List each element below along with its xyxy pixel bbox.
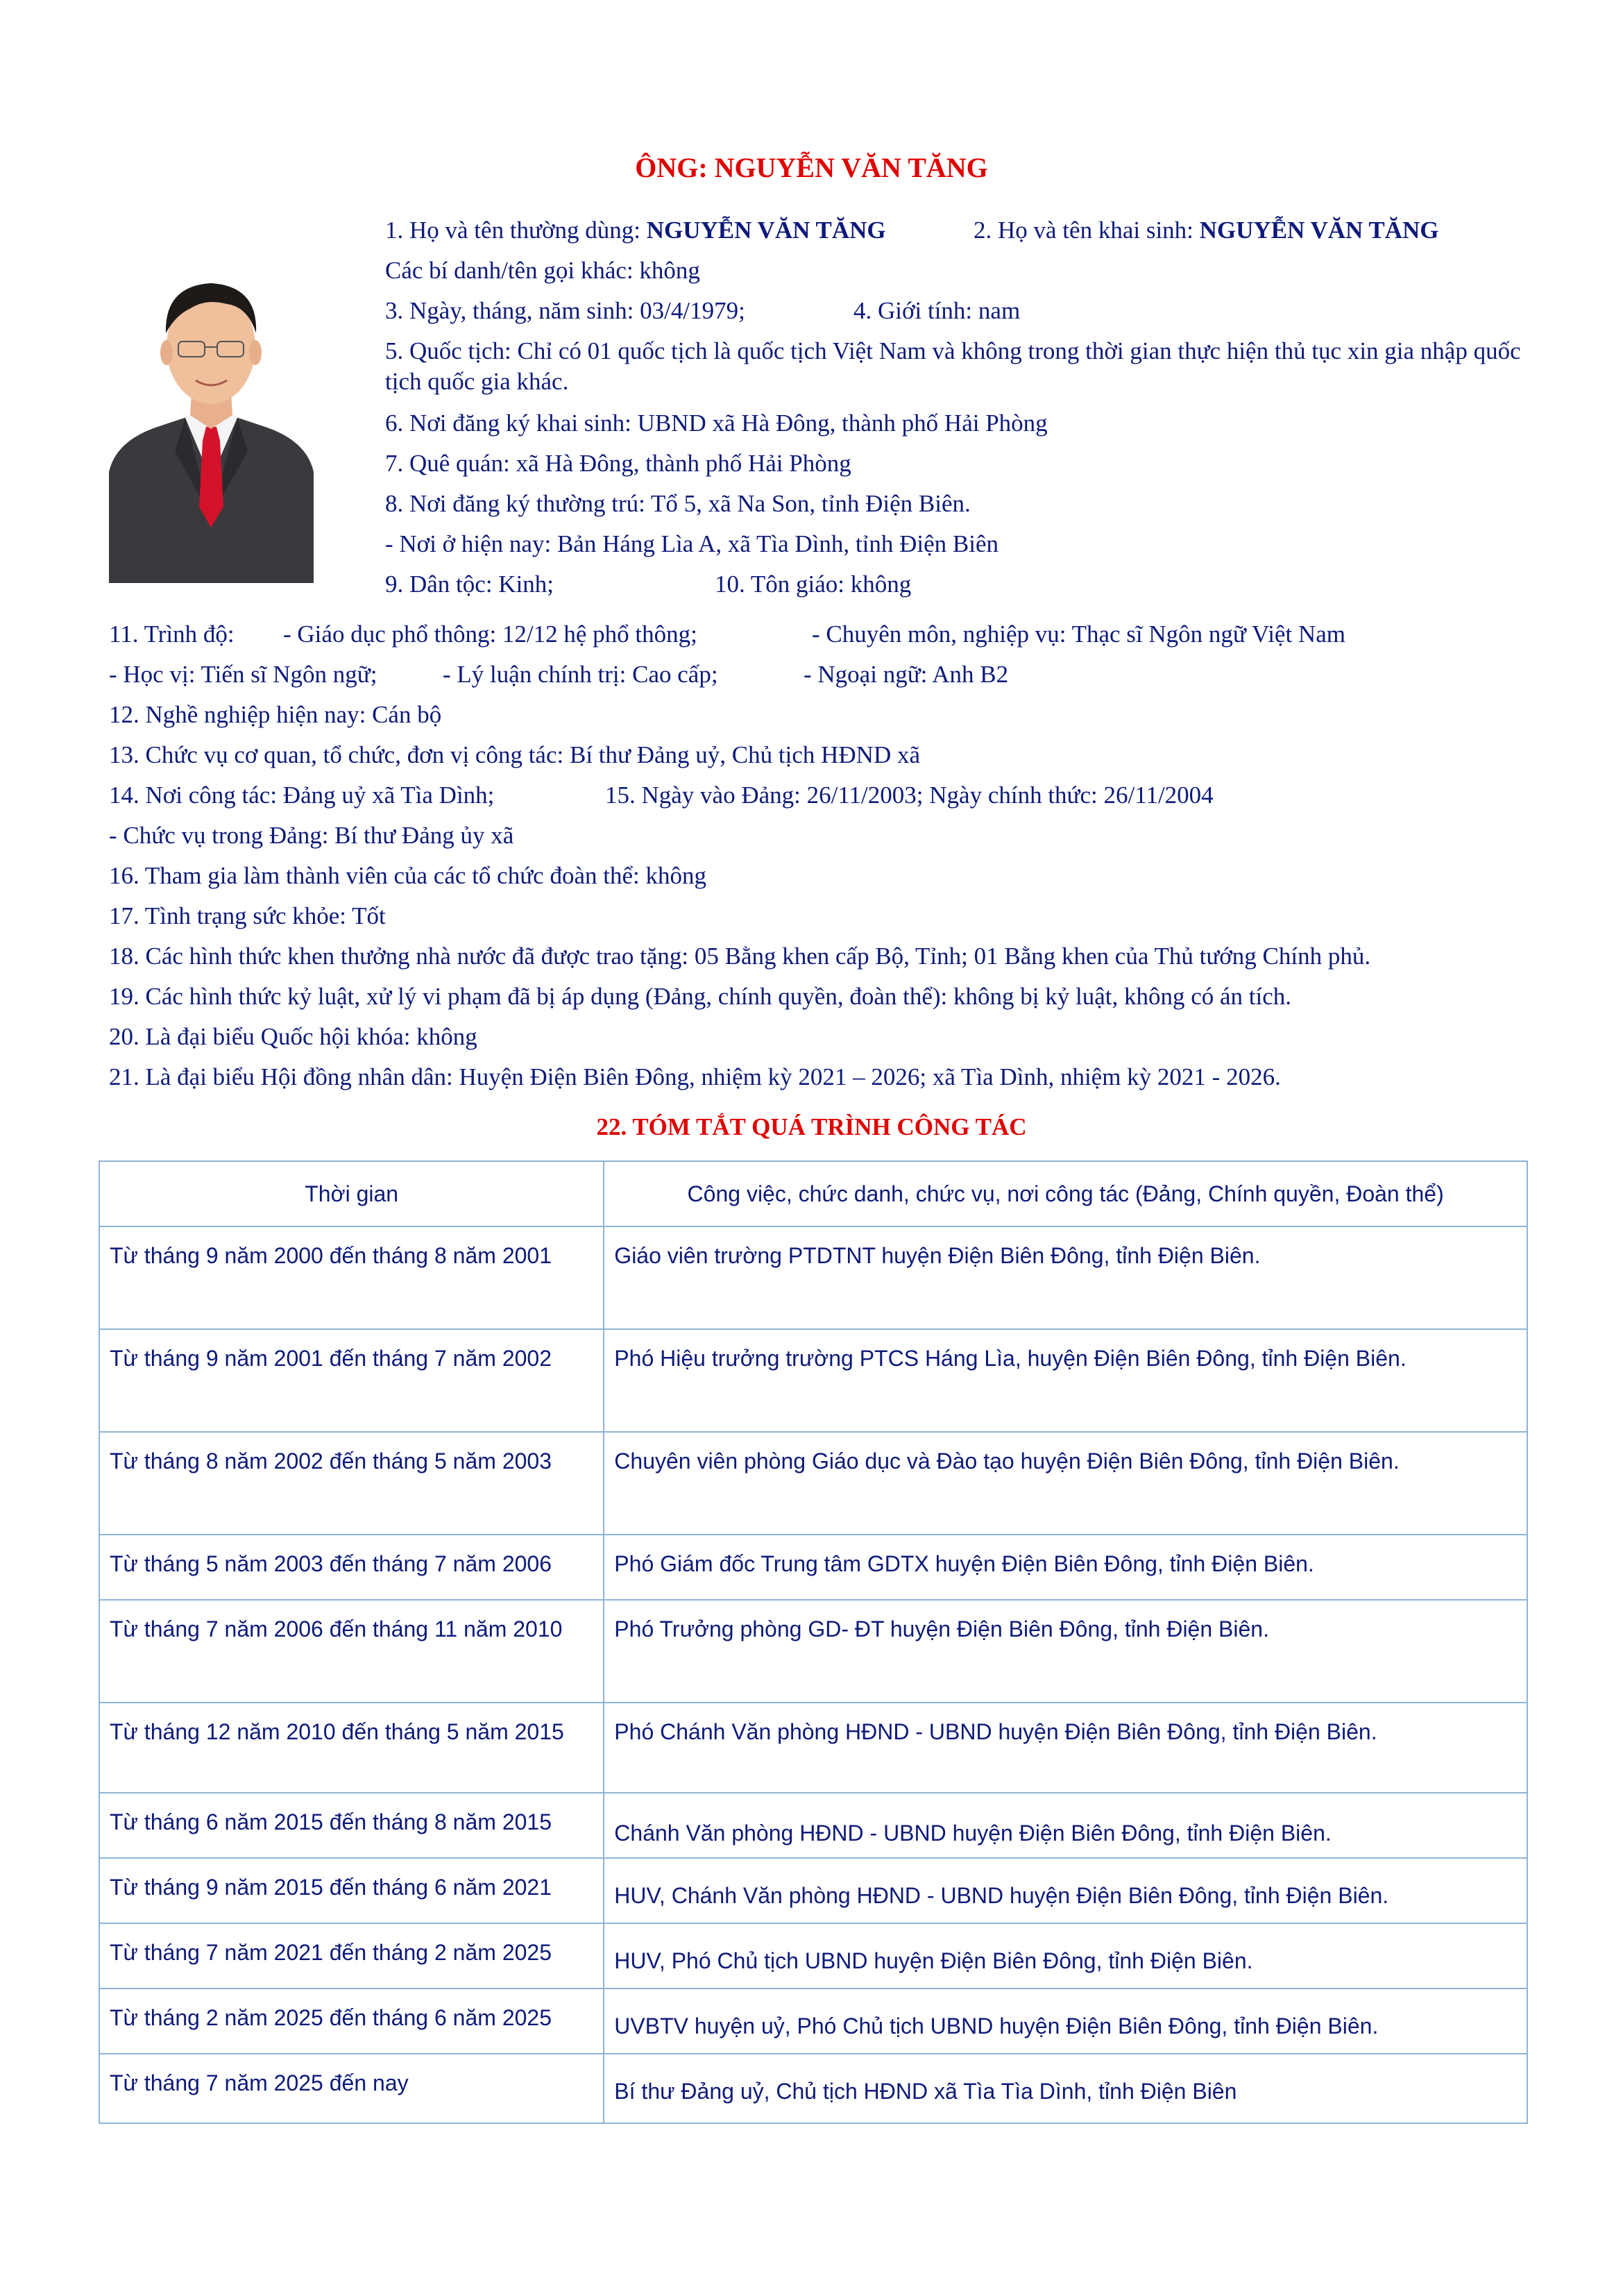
table-row	[99, 1329, 1527, 1432]
table-row	[99, 1432, 1527, 1535]
info-national-assembly: 20. Là đại biểu Quốc hội khóa: không	[109, 1023, 477, 1050]
info-permanent-residence: 8. Nơi đăng ký thường trú: Tổ 5, xã Na Son, tỉnh Điện Biên.	[385, 490, 971, 517]
birth-name-value: NGUYỄN VĂN TĂNG	[1199, 217, 1439, 244]
info-general-education: - Giáo dục phổ thông: 12/12 hệ phổ thông;	[283, 621, 697, 648]
info-education-label: 11. Trình độ:	[109, 621, 235, 648]
info-occupation: 12. Nghề nghiệp hiện nay: Cán bộ	[109, 701, 442, 728]
info-political-theory: - Lý luận chính trị: Cao cấp;	[443, 661, 718, 688]
info-position: 13. Chức vụ cơ quan, tổ chức, đơn vị công tác: Bí thư Đảng uỷ, Chủ tịch HĐND xã	[109, 741, 921, 768]
career-heading: 22. TÓM TẮT QUÁ TRÌNH CÔNG TÁC	[596, 1113, 1027, 1140]
period-cell: Từ tháng 9 năm 2001 đến tháng 7 năm 2002	[99, 1329, 604, 1432]
work-cell: Phó Chánh Văn phòng HĐND - UBND huyện Điện Biên Đông, tỉnh Điện Biên.	[604, 1703, 1527, 1793]
table-row	[99, 1989, 1527, 2054]
info-foreign-language: - Ngoại ngữ: Anh B2	[804, 661, 1009, 688]
table-row	[99, 1600, 1527, 1703]
table-row	[99, 1703, 1527, 1793]
info-hometown: 7. Quê quán: xã Hà Đông, thành phố Hải Phòng	[385, 450, 851, 477]
period-cell: Từ tháng 5 năm 2003 đến tháng 7 năm 2006	[99, 1535, 604, 1600]
period-cell: Từ tháng 9 năm 2015 đến tháng 6 năm 2021	[99, 1858, 604, 1923]
info-party-position: - Chức vụ trong Đảng: Bí thư Đảng ủy xã	[109, 822, 514, 849]
period-cell: Từ tháng 9 năm 2000 đến tháng 8 năm 2001	[99, 1226, 604, 1329]
info-full-name-line	[385, 215, 886, 246]
info-aliases: Các bí danh/tên gọi khác: không	[385, 257, 700, 284]
info-awards: 18. Các hình thức khen thưởng nhà nước đã được trao tặng: 05 Bằng khen cấp Bộ, Tỉnh; 01 Bằng khen của Thủ tướng Chính phủ.	[109, 943, 1371, 970]
info-birth-registration: 6. Nơi đăng ký khai sinh: UBND xã Hà Đông, thành phố Hải Phòng	[385, 410, 1048, 437]
period-cell: Từ tháng 2 năm 2025 đến tháng 6 năm 2025	[99, 1989, 604, 2054]
info-specialization: - Chuyên môn, nghiệp vụ: Thạc sĩ Ngôn ngữ Việt Nam	[812, 621, 1345, 648]
info-gender: 4. Giới tính: nam	[853, 297, 1021, 324]
work-cell: Chánh Văn phòng HĐND - UBND huyện Điện Biên Đông, tỉnh Điện Biên.	[604, 1793, 1527, 1858]
page-title: ÔNG: NGUYỄN VĂN TĂNG	[635, 152, 988, 183]
table-row	[99, 1535, 1527, 1600]
period-cell: Từ tháng 6 năm 2015 đến tháng 8 năm 2015	[99, 1793, 604, 1858]
column-header-time: Thời gian	[99, 1161, 604, 1226]
common-name-label: 1. Họ và tên thường dùng:	[385, 217, 647, 244]
career-table	[99, 1160, 1528, 2124]
info-birth-name-line	[974, 215, 1439, 246]
info-workplace: 14. Nơi công tác: Đảng uỷ xã Tìa Dình;	[109, 782, 495, 809]
table-row	[99, 1793, 1527, 1858]
info-religion: 10. Tôn giáo: không	[715, 571, 912, 598]
column-header-work: Công việc, chức danh, chức vụ, nơi công tác (Đảng, Chính quyền, Đoàn thể)	[604, 1161, 1527, 1226]
work-cell: Phó Giám đốc Trung tâm GDTX huyện Điện Biên Đông, tỉnh Điện Biên.	[604, 1535, 1527, 1600]
work-cell: UVBTV huyện uỷ, Phó Chủ tịch UBND huyện Điện Biên Đông, tỉnh Điện Biên.	[604, 1989, 1527, 2054]
info-health: 17. Tình trạng sức khỏe: Tốt	[109, 902, 386, 929]
period-cell: Từ tháng 8 năm 2002 đến tháng 5 năm 2003	[99, 1432, 604, 1535]
portrait-photo	[109, 243, 314, 583]
work-cell: Giáo viên trường PTDTNT huyện Điện Biên Đông, tỉnh Điện Biên.	[604, 1226, 1527, 1329]
period-cell: Từ tháng 7 năm 2021 đến tháng 2 năm 2025	[99, 1923, 604, 1989]
info-nationality: 5. Quốc tịch: Chỉ có 01 quốc tịch là quốc tịch Việt Nam và không trong thời gian thực hiện thủ tục xin gia nhập quốc tịch quốc gia khác.	[385, 337, 1521, 395]
work-cell: Phó Trưởng phòng GD- ĐT huyện Điện Biên Đông, tỉnh Điện Biên.	[604, 1600, 1527, 1703]
info-current-residence: - Nơi ở hiện nay: Bản Háng Lìa A, xã Tìa Dình, tỉnh Điện Biên	[385, 530, 999, 557]
info-organizations: 16. Tham gia làm thành viên của các tổ chức đoàn thể: không	[109, 862, 706, 889]
info-birth-date: 3. Ngày, tháng, năm sinh: 03/4/1979;	[385, 297, 745, 324]
birth-name-label: 2. Họ và tên khai sinh:	[974, 217, 1200, 244]
info-ethnicity: 9. Dân tộc: Kinh;	[385, 571, 554, 598]
info-peoples-council: 21. Là đại biểu Hội đồng nhân dân: Huyện Điện Biên Đông, nhiệm kỳ 2021 – 2026; xã Tìa Dình, nhiệm kỳ 2021 - 2026.	[109, 1063, 1281, 1090]
period-cell: Từ tháng 7 năm 2025 đến nay	[99, 2054, 604, 2123]
work-cell: HUV, Phó Chủ tịch UBND huyện Điện Biên Đông, tỉnh Điện Biên.	[604, 1923, 1527, 1989]
period-cell: Từ tháng 12 năm 2010 đến tháng 5 năm 2015	[99, 1703, 604, 1793]
table-row	[99, 1858, 1527, 1923]
table-row	[99, 2054, 1527, 2123]
table-row	[99, 1226, 1527, 1329]
info-discipline: 19. Các hình thức kỷ luật, xử lý vi phạm đã bị áp dụng (Đảng, chính quyền, đoàn thể): không bị kỷ luật, không có án tích.	[109, 983, 1292, 1010]
career-header-row	[99, 1161, 1527, 1226]
work-cell: Bí thư Đảng uỷ, Chủ tịch HĐND xã Tìa Tìa Dình, tỉnh Điện Biên	[604, 2054, 1527, 2123]
table-row	[99, 1923, 1527, 1989]
work-cell: Chuyên viên phòng Giáo dục và Đào tạo huyện Điện Biên Đông, tỉnh Điện Biên.	[604, 1432, 1527, 1535]
info-party-dates: 15. Ngày vào Đảng: 26/11/2003; Ngày chính thức: 26/11/2004	[605, 782, 1214, 809]
info-degree: - Học vị: Tiến sĩ Ngôn ngữ;	[109, 661, 377, 688]
period-cell: Từ tháng 7 năm 2006 đến tháng 11 năm 2010	[99, 1600, 604, 1703]
common-name-value: NGUYỄN VĂN TĂNG	[646, 217, 886, 244]
work-cell: Phó Hiệu trưởng trường PTCS Háng Lìa, huyện Điện Biên Đông, tỉnh Điện Biên.	[604, 1329, 1527, 1432]
work-cell: HUV, Chánh Văn phòng HĐND - UBND huyện Điện Biên Đông, tỉnh Điện Biên.	[604, 1858, 1527, 1923]
